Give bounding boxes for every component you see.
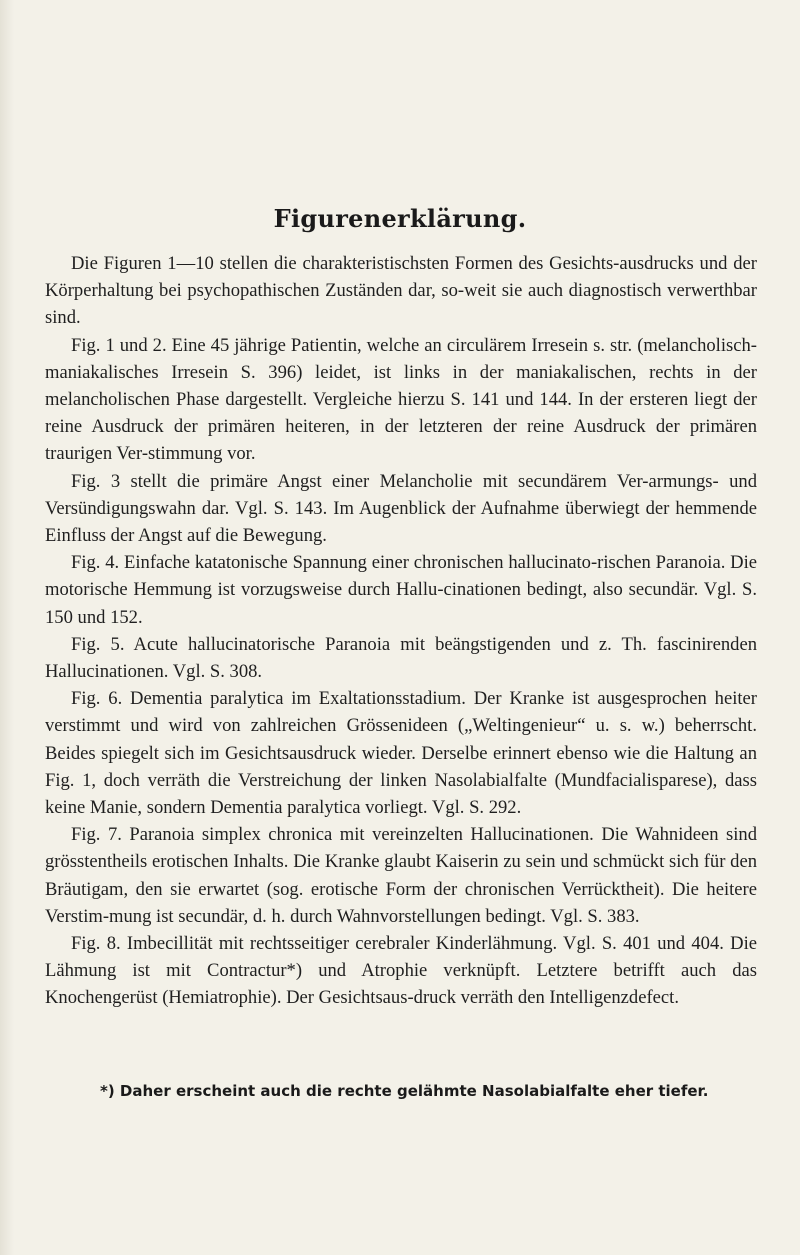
page-edge bbox=[0, 0, 14, 1255]
paragraph-fig-8: Fig. 8. Imbecillität mit rechtsseitiger cerebraler Kinderlähmung. Vgl. S. 401 und 404. Die Lähmung ist mit Contractur*) und Atrophie verknüpft. Letztere betrifft auch das Knochengerüst (Hemiatrophie). Der Gesichtsaus-druck verräth den Intelligenzdefect. bbox=[45, 933, 757, 1009]
paragraph-fig-6: Fig. 6. Dementia paralytica im Exaltationsstadium. Der Kranke ist ausgesprochen heiter verstimmt und wird von zahlreichen Grössenideen („Weltingenieur“ u. s. w.) beherrscht. Beides spiegelt sich im Gesichtsausdruck wieder. Derselbe erinnert ebenso wie die Haltung an Fig. 1, doch verräth die Verstreichung der linken Nasolabialfalte (Mundfacialisparese), dass keine Manie, sondern Dementia paralytica vorliegt. Vgl. S. 292. bbox=[45, 688, 757, 819]
paragraph-fig-5: Fig. 5. Acute hallucinatorische Paranoia mit beängstigenden und z. Th. fascinirenden Hallucinationen. Vgl. S. 308. bbox=[45, 633, 757, 683]
paragraph-fig-3: Fig. 3 stellt die primäre Angst einer Melancholie mit secundärem Ver-armungs- und Versündigungswahn dar. Vgl. S. 143. Im Augenblick der Aufnahme überwiegt der hemmende Einfluss der Angst auf die Bewegung. bbox=[45, 470, 757, 547]
body-text bbox=[45, 250, 757, 1012]
paragraph-fig-1-2: Fig. 1 und 2. Eine 45 jährige Patientin, welche an circulärem Irresein s. str. (melancholisch-maniakalisches Irresein S. 396) leidet, ist links in der maniakalischen, rechts in der melancholischen Phase dargestellt. Vergleiche hierzu S. 141 und 144. In der ersteren liegt der reine Ausdruck der primären heiteren, in der letzteren der reine Ausdruck der primären traurigen Ver-stimmung vor. bbox=[45, 334, 757, 465]
page-title: Figurenerklärung. bbox=[273, 204, 527, 234]
paragraph-intro: Die Figuren 1—10 stellen die charakteristischsten Formen des Gesichts-ausdrucks und der Körperhaltung bei psychopathischen Zuständen dar, so-weit sie auch diagnostisch verwerthbar sind. bbox=[45, 253, 757, 329]
paragraph-fig-4: Fig. 4. Einfache katatonische Spannung einer chronischen hallucinato-rischen Paranoia. Die motorische Hemmung ist vorzugsweise durch Hallu-cinationen bedingt, also secundär. Vgl. S. 150 und 152. bbox=[45, 552, 757, 628]
footnote: *) Daher erscheint auch die rechte gelähmte Nasolabialfalte eher tiefer. bbox=[100, 1082, 709, 1100]
paragraph-fig-7: Fig. 7. Paranoia simplex chronica mit vereinzelten Hallucinationen. Die Wahnideen sind grösstentheils erotischen Inhalts. Die Kranke glaubt Kaiserin zu sein und schmückt sich für den Bräutigam, den sie erwartet (sog. erotische Form der chronischen Verrücktheit). Die heitere Verstim-mung ist secundär, d. h. durch Wahnvorstellungen bedingt. Vgl. S. 383. bbox=[45, 824, 757, 927]
